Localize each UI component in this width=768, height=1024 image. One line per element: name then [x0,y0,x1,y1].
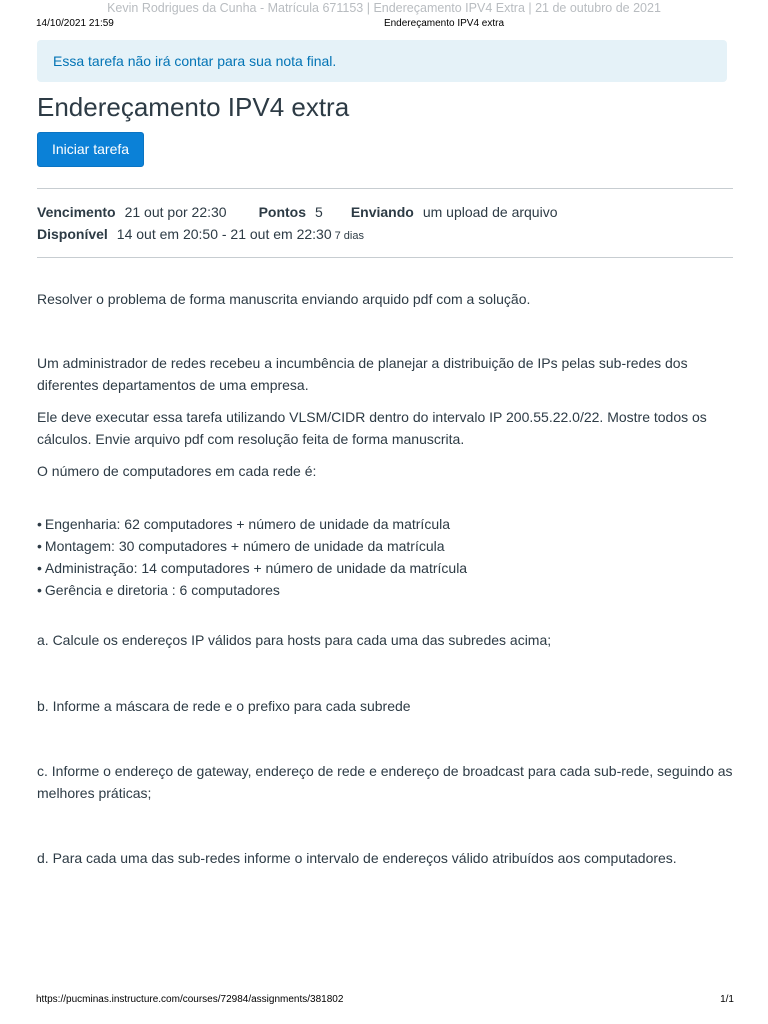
question-c: c. Informe o endereço de gateway, endereço de rede e endereço de broadcast para cada sub-rede, seguindo as melhores práticas; [37,763,733,801]
info-alert [37,40,727,82]
available-duration: 7 dias [334,230,364,242]
submitting-label: Enviando [350,204,414,220]
list-item: • Administração: 14 computadores + número de unidade da matrícula [37,557,733,579]
start-assignment-button[interactable]: Iniciar tarefa [37,132,144,167]
description-scenario: Um administrador de redes recebeu a incumbência de planejar a distribuição de IPs pelas sub-redes dos diferentes departamentos de uma empresa. [37,355,688,393]
question-b: b. Informe a máscara de rede e o prefixo para cada subrede [37,698,411,714]
points-label: Pontos [258,204,307,220]
print-url: https://pucminas.instructure.com/courses/72984/assignments/381802 [36,994,344,1005]
details-row-due [37,201,733,223]
details-bottom-divider [37,257,733,258]
print-page-number: 1/1 [720,994,734,1005]
list-item: • Engenharia: 62 computadores + número de unidade da matrícula [37,513,733,535]
question-d: d. Para cada uma das sub-redes informe o intervalo de endereços válido atribuídos aos computadores. [37,850,677,866]
watermark-header: Kevin Rodrigues da Cunha - Matrícula 671153 | Endereçamento IPV4 Extra | 21 de outubro de 2021 [107,1,661,15]
list-item: • Montagem: 30 computadores + número de unidade da matrícula [37,535,733,557]
print-page-title: Endereçamento IPV4 extra [383,18,505,29]
available-value: 14 out em 20:50 - 21 out em 22:30 [116,226,332,242]
due-label: Vencimento [37,204,116,220]
description-intro: Resolver o problema de forma manuscrita enviando arquido pdf com a solução. [37,291,531,307]
due-value: 21 out por 22:30 [124,204,227,220]
assignment-details [37,189,733,257]
details-row-available [37,223,733,247]
department-list [37,513,733,601]
alert-text: Essa tarefa não irá contar para sua nota final. [53,53,337,69]
submitting-value: um upload de arquivo [422,204,558,220]
assignment-description [37,288,733,869]
description-instructions: Ele deve executar essa tarefa utilizando VLSM/CIDR dentro do intervalo IP 200.55.22.0/22. Mostre todos os cálculos. Envie arquivo pdf com resolução feita de forma manuscrita. [37,409,707,447]
question-a: a. Calcule os endereços IP válidos para hosts para cada uma das subredes acima; [37,632,552,648]
points-value: 5 [315,204,323,220]
print-datetime: 14/10/2021 21:59 [36,18,114,29]
list-item: • Gerência e diretoria : 6 computadores [37,579,733,601]
page-title: Endereçamento IPV4 extra [37,92,350,122]
description-computers-intro: O número de computadores em cada rede é: [37,463,317,479]
assignment-content [37,40,733,869]
available-label: Disponível [37,226,108,242]
